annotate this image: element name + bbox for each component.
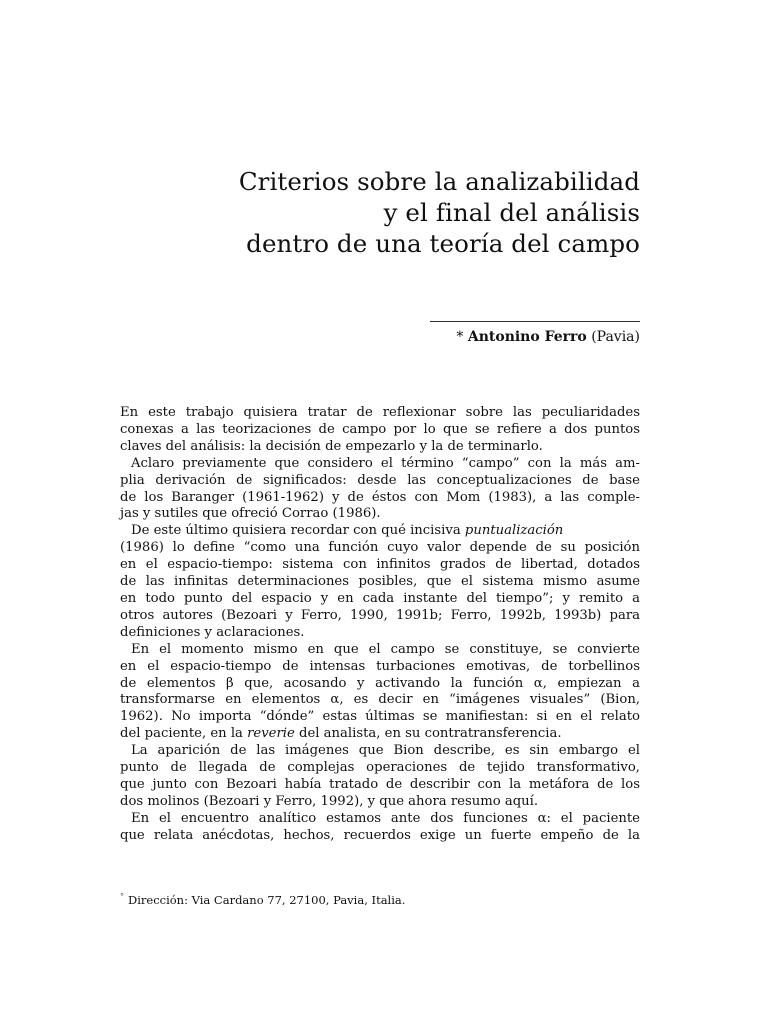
italic-term: reverie [247, 726, 295, 742]
text-line: plia derivación de significados: desde las conceptualizaciones de base [120, 472, 640, 488]
text-line: transformarse en elementos α, es decir en “imágenes visuales” (Bion, [120, 692, 640, 708]
paragraph [120, 456, 640, 524]
text-line [120, 726, 640, 743]
text-line: en el espacio-tiempo: sistema con infinitos grados de libertad, dotados [120, 557, 640, 573]
text-run: del analista, en su contratransferencia. [294, 726, 562, 742]
text-line: de los Baranger (1961-1962) y de éstos con Mom (1983), a las comple- [120, 489, 640, 505]
text-line: que relata anécdotas, hechos, recuerdos exige un fuerte empeño de la [120, 827, 640, 843]
paragraph [120, 743, 640, 811]
text-line: conexas a las teorizaciones de campo por lo que se refiere a dos puntos [120, 421, 640, 437]
author-asterisk: * [456, 329, 468, 345]
text-line: definiciones y aclaraciones. [120, 624, 305, 640]
text-line: otros autores (Bezoari y Ferro, 1990, 1991b; Ferro, 1992b, 1993b) para [120, 607, 640, 623]
text-line: de elementos β que, acosando y activando la función α, empiezan a [120, 675, 640, 691]
paragraph [120, 523, 640, 641]
article-body [120, 405, 640, 845]
title-line: Criterios sobre la analizabilidad [238, 167, 640, 196]
text-run: De este último quisiera recordar con qué incisiva [131, 523, 465, 539]
text-line: de las infinitas determinaciones posibles, que el sistema mismo asume [120, 574, 640, 590]
text-line: que junto con Bezoari había tratado de describir con la metáfora de los [120, 776, 640, 792]
text-line: En el encuentro analítico estamos ante dos funciones α: el paciente [131, 810, 640, 826]
footnote-text: Dirección: Via Cardano 77, 27100, Pavia, Italia. [128, 892, 406, 907]
author-line [456, 327, 640, 347]
text-line: (1986) lo define “como una función cuyo valor depende de su posición [120, 540, 640, 556]
footnote [120, 889, 405, 908]
text-line: en el espacio-tiempo de intensas turbaciones emotivas, de torbellinos [120, 658, 640, 674]
text-line: dos molinos (Bezoari y Ferro, 1992), y que ahora resumo aquí. [120, 793, 539, 809]
text-line: En el momento mismo en que el campo se constituye, se convierte [131, 641, 640, 657]
footnote-mark: ° [120, 892, 124, 901]
text-line: punto de llegada de complejas operaciones de tejido transformativo, [120, 760, 640, 776]
article-title [120, 166, 640, 259]
paragraph [120, 811, 640, 845]
title-line: dentro de una teoría del campo [246, 229, 640, 258]
author-divider [430, 321, 640, 322]
text-run: del paciente, en la [120, 726, 248, 742]
paragraph [120, 642, 640, 743]
text-line: jas y sutiles que ofreció Corrao (1986). [120, 506, 381, 522]
text-line: La aparición de las imágenes que Bion describe, es sin embargo el [131, 743, 640, 759]
italic-term: puntualización [464, 523, 564, 539]
title-line: y el final del análisis [383, 198, 640, 227]
text-line [120, 523, 640, 540]
text-line: en todo punto del espacio y en cada instante del tiempo”; y remito a [120, 590, 640, 606]
author-name: Antonino Ferro [467, 329, 587, 345]
text-line: claves del análisis: la decisión de empezarlo y la de terminarlo. [120, 438, 543, 454]
author-affiliation: (Pavia) [586, 329, 640, 345]
text-line: Aclaro previamente que considero el término “campo” con la más am- [131, 455, 640, 471]
paragraph [120, 405, 640, 456]
text-line: En este trabajo quisiera tratar de reflexionar sobre las peculiaridades [120, 405, 640, 420]
text-line: 1962). No importa “dónde” estas últimas se manifiestan: si en el relato [120, 709, 640, 725]
